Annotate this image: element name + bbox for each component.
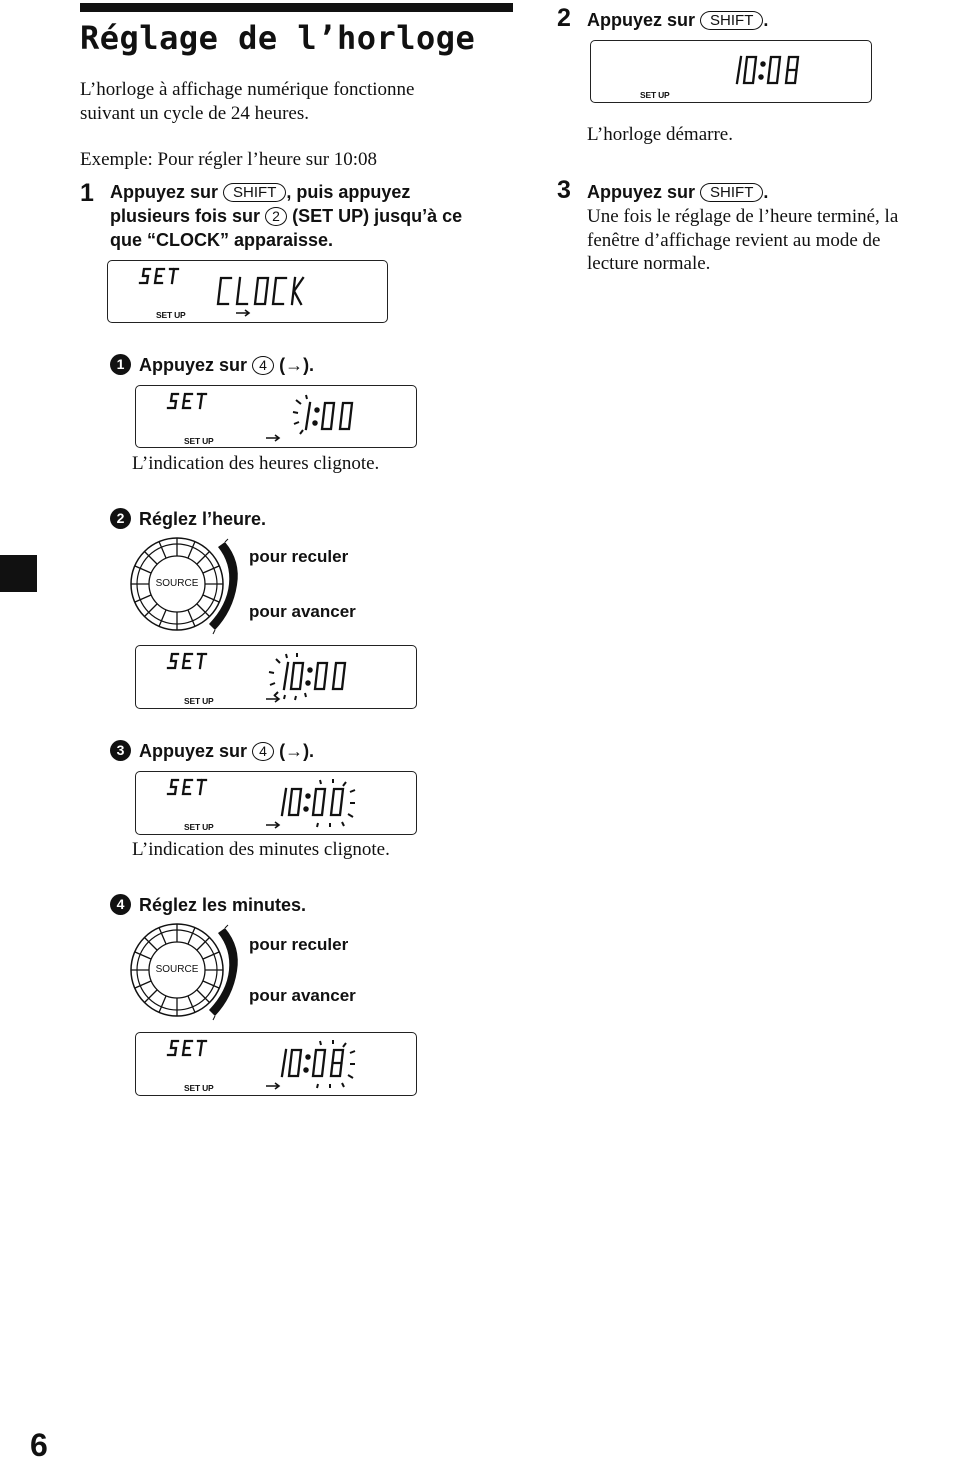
right-arrow-icon: → <box>285 355 304 375</box>
intro-line: suivant un cycle de 24 heures. <box>80 102 309 124</box>
shift-key: SHIFT <box>700 11 763 30</box>
step2-caption: L’horloge démarre. <box>587 124 733 145</box>
step3-body <box>587 205 898 276</box>
title-rule <box>80 3 513 12</box>
step1-number: 1 <box>80 179 94 207</box>
lcd-clock-display <box>107 260 388 323</box>
arrow-icon <box>266 696 279 702</box>
key-4: 4 <box>252 742 274 761</box>
setup-label: SET UP <box>184 822 214 832</box>
dial-back-label: pour reculer <box>249 935 349 954</box>
lcd-clock-running-display <box>590 40 872 103</box>
setup-label: SET UP <box>184 696 214 706</box>
substep1-caption: L’indication des heures clignote. <box>132 453 380 474</box>
key-2: 2 <box>265 207 287 226</box>
blink-rays <box>293 395 307 434</box>
page-title: Réglage de l’horloge <box>80 19 476 57</box>
lcd-segments <box>136 1033 418 1097</box>
intro-text <box>80 78 415 125</box>
substep1-instruction: 1 Appuyez sur 4 (→). <box>110 353 314 377</box>
circled-number-2: 2 <box>110 508 131 529</box>
step2-instruction: Appuyez sur SHIFT . <box>587 10 769 30</box>
intro-line: L’horloge à affichage numérique fonctionne <box>80 79 415 100</box>
example-text: Exemple: Pour régler l’heure sur 10:08 <box>80 149 378 170</box>
body-line: fenêtre d’affichage revient au mode de <box>587 229 881 251</box>
shift-key: SHIFT <box>223 183 286 202</box>
body-line: lecture normale. <box>587 253 711 274</box>
key-4: 4 <box>252 356 274 375</box>
source-label: SOURCE <box>151 578 203 590</box>
source-dial <box>125 921 245 1021</box>
lcd-minutes-08-display <box>135 1032 417 1096</box>
page-number: 6 <box>30 1427 48 1463</box>
right-arrow-icon: → <box>285 741 304 761</box>
substep3-caption: L’indication des minutes clignote. <box>132 839 390 860</box>
setup-label: SET UP <box>640 90 670 100</box>
shift-key: SHIFT <box>700 183 763 202</box>
lcd-segments <box>136 772 418 836</box>
body-line: Une fois le réglage de l’heure terminé, la <box>587 206 899 227</box>
substep3-instruction: 3 Appuyez sur 4 (→). <box>110 739 314 763</box>
circled-number-1: 1 <box>110 354 131 375</box>
circled-number-4: 4 <box>110 894 131 915</box>
section-tab-marker <box>0 555 37 592</box>
substep4-instruction: 4 Réglez les minutes. <box>110 893 306 917</box>
source-label: SOURCE <box>151 964 203 976</box>
step3-number: 3 <box>557 176 571 204</box>
dial-forward-label: pour avancer <box>249 602 356 621</box>
lcd-segments <box>108 261 389 324</box>
dial-back-label: pour reculer <box>249 547 349 566</box>
setup-label: SET UP <box>184 1083 214 1093</box>
lcd-minutes-display <box>135 771 417 835</box>
setup-label: SET UP <box>156 310 186 320</box>
dial-forward-label: pour avancer <box>249 986 356 1005</box>
setup-label: SET UP <box>184 436 214 446</box>
step1-instruction: Appuyez sur SHIFT , puis appuyez plusieurs fois sur 2 (SET UP) jusqu’à ce que “CLOCK” apparaisse. <box>110 182 463 250</box>
circled-number-3: 3 <box>110 740 131 761</box>
arrow-icon <box>266 1083 279 1089</box>
substep2-instruction: 2 Réglez l’heure. <box>110 507 266 531</box>
lcd-hour-10-display <box>135 645 417 709</box>
source-dial <box>125 535 245 635</box>
lcd-segments <box>136 386 418 449</box>
arrow-icon <box>266 822 279 828</box>
arrow-icon <box>266 435 279 441</box>
step3-instruction: Appuyez sur SHIFT . <box>587 182 769 202</box>
arrow-icon <box>236 310 249 316</box>
lcd-segments <box>591 41 873 104</box>
step2-number: 2 <box>557 4 571 32</box>
lcd-segments <box>136 646 418 710</box>
lcd-hour-1-display <box>135 385 417 448</box>
